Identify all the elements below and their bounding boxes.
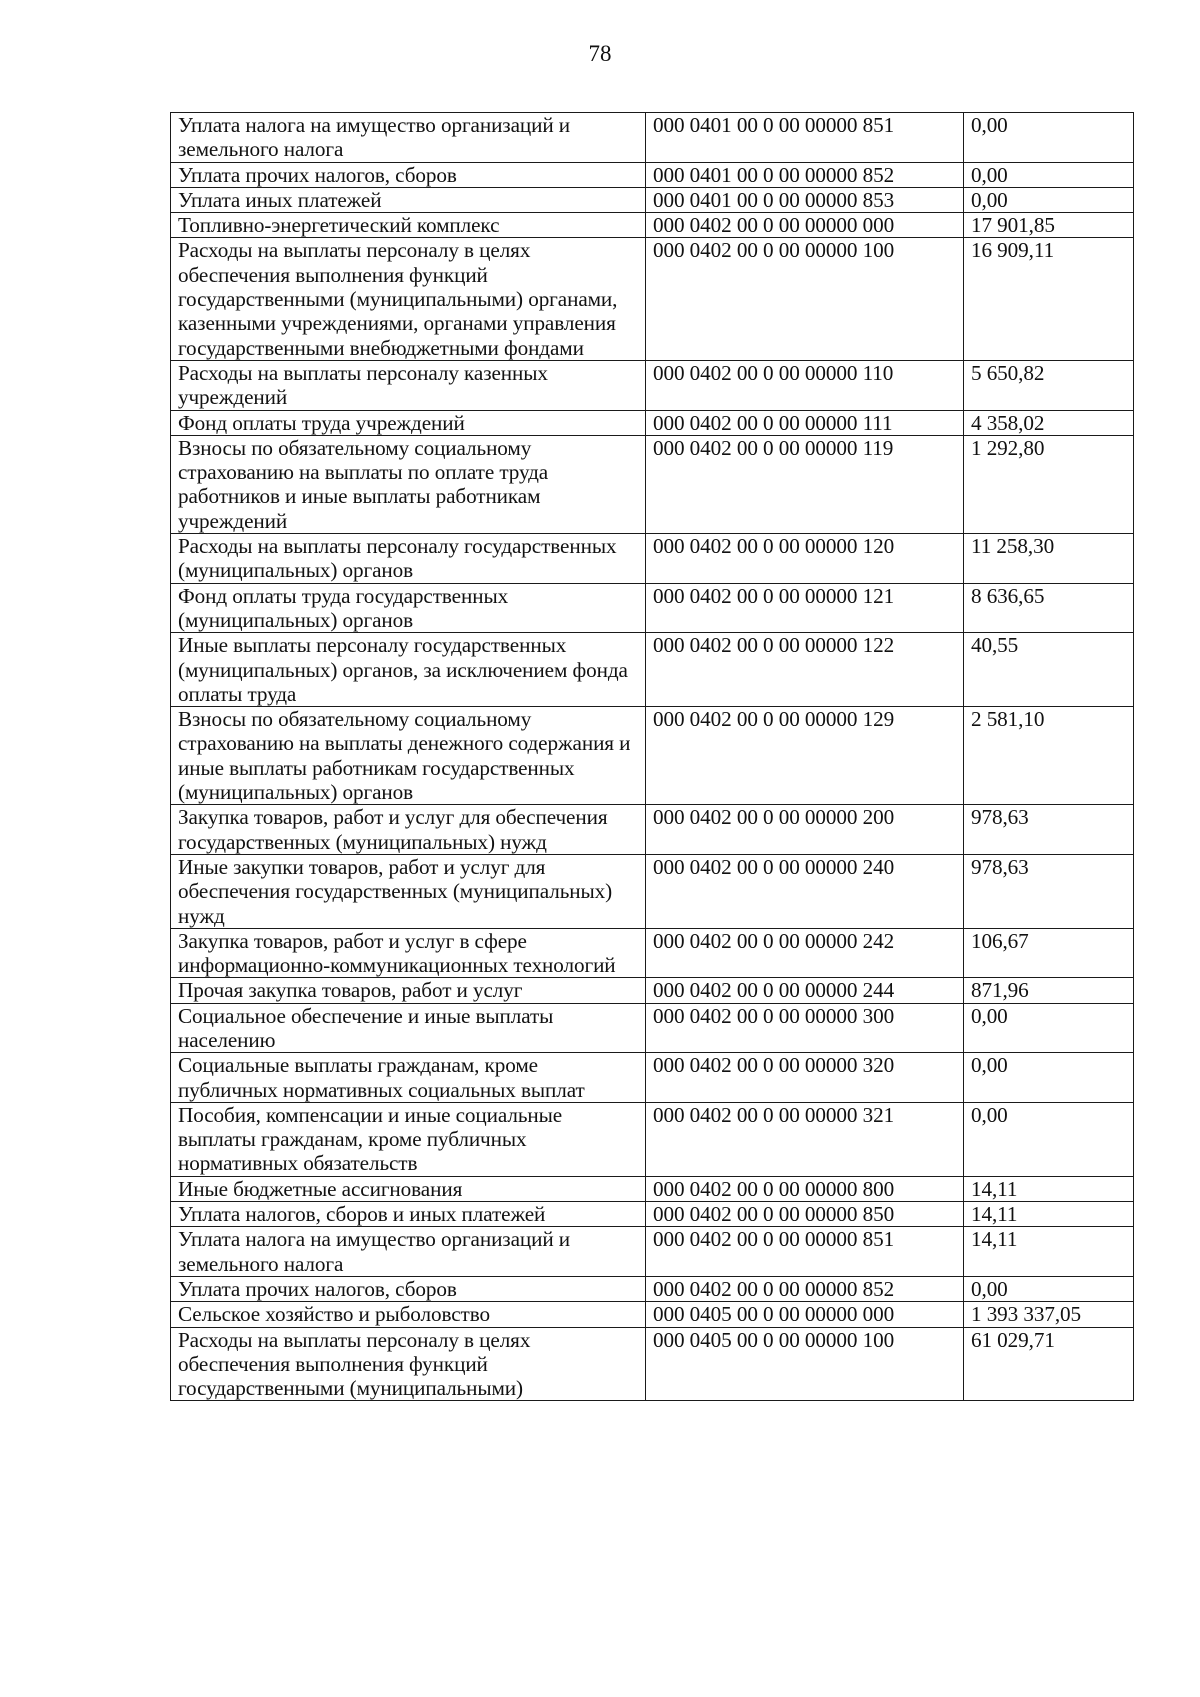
row-code-cell: 000 0402 00 0 00 00000 850 <box>646 1202 964 1227</box>
row-name-cell: Расходы на выплаты персоналу в целях обеспечения выполнения функций государственными (муниципальными) органами, казенными учреждениями, органами управления государственными внебюджетными фондами <box>171 238 646 360</box>
row-name-cell: Расходы на выплаты персоналу казенных учреждений <box>171 360 646 410</box>
row-code-cell: 000 0401 00 0 00 00000 851 <box>646 113 964 163</box>
row-code-cell: 000 0402 00 0 00 00000 800 <box>646 1176 964 1201</box>
table-row <box>171 1003 1134 1053</box>
table-row <box>171 1276 1134 1301</box>
table-row <box>171 1227 1134 1277</box>
table-row <box>171 113 1134 163</box>
row-amount-cell: 40,55 <box>964 633 1134 707</box>
table-row <box>171 1053 1134 1103</box>
row-amount-cell: 106,67 <box>964 928 1134 978</box>
row-code-cell: 000 0401 00 0 00 00000 852 <box>646 162 964 187</box>
row-amount-cell: 978,63 <box>964 854 1134 928</box>
row-amount-cell: 0,00 <box>964 1276 1134 1301</box>
table-row <box>171 435 1134 533</box>
row-amount-cell: 14,11 <box>964 1176 1134 1201</box>
row-name-cell: Сельское хозяйство и рыболовство <box>171 1302 646 1327</box>
table-row <box>171 707 1134 805</box>
row-amount-cell: 14,11 <box>964 1202 1134 1227</box>
row-amount-cell: 61 029,71 <box>964 1327 1134 1401</box>
row-code-cell: 000 0402 00 0 00 00000 121 <box>646 583 964 633</box>
table-row <box>171 805 1134 855</box>
row-code-cell: 000 0402 00 0 00 00000 242 <box>646 928 964 978</box>
table-row <box>171 583 1134 633</box>
row-amount-cell: 0,00 <box>964 1053 1134 1103</box>
row-name-cell: Пособия, компенсации и иные социальные выплаты гражданам, кроме публичных нормативных обязательств <box>171 1102 646 1176</box>
row-name-cell: Закупка товаров, работ и услуг для обеспечения государственных (муниципальных) нужд <box>171 805 646 855</box>
row-name-cell: Взносы по обязательному социальному страхованию на выплаты по оплате труда работников и иные выплаты работникам учреждений <box>171 435 646 533</box>
row-amount-cell: 871,96 <box>964 978 1134 1003</box>
row-code-cell: 000 0402 00 0 00 00000 110 <box>646 360 964 410</box>
row-amount-cell: 5 650,82 <box>964 360 1134 410</box>
table-row <box>171 1302 1134 1327</box>
row-code-cell: 000 0402 00 0 00 00000 111 <box>646 410 964 435</box>
table-row <box>171 633 1134 707</box>
row-name-cell: Уплата налога на имущество организаций и земельного налога <box>171 1227 646 1277</box>
row-amount-cell: 978,63 <box>964 805 1134 855</box>
row-code-cell: 000 0402 00 0 00 00000 240 <box>646 854 964 928</box>
row-amount-cell: 0,00 <box>964 187 1134 212</box>
row-name-cell: Закупка товаров, работ и услуг в сфере информационно-коммуникационных технологий <box>171 928 646 978</box>
row-code-cell: 000 0402 00 0 00 00000 129 <box>646 707 964 805</box>
table-row <box>171 534 1134 584</box>
table-row <box>171 162 1134 187</box>
row-amount-cell: 1 393 337,05 <box>964 1302 1134 1327</box>
row-amount-cell: 17 901,85 <box>964 213 1134 238</box>
row-name-cell: Уплата прочих налогов, сборов <box>171 1276 646 1301</box>
row-name-cell: Прочая закупка товаров, работ и услуг <box>171 978 646 1003</box>
table-row <box>171 1102 1134 1176</box>
row-name-cell: Уплата иных платежей <box>171 187 646 212</box>
row-code-cell: 000 0402 00 0 00 00000 000 <box>646 213 964 238</box>
table-body <box>171 113 1134 1401</box>
row-name-cell: Уплата прочих налогов, сборов <box>171 162 646 187</box>
row-amount-cell: 11 258,30 <box>964 534 1134 584</box>
table-row <box>171 854 1134 928</box>
row-code-cell: 000 0402 00 0 00 00000 244 <box>646 978 964 1003</box>
row-amount-cell: 4 358,02 <box>964 410 1134 435</box>
row-code-cell: 000 0402 00 0 00 00000 320 <box>646 1053 964 1103</box>
row-name-cell: Иные бюджетные ассигнования <box>171 1176 646 1201</box>
row-name-cell: Уплата налога на имущество организаций и земельного налога <box>171 113 646 163</box>
row-code-cell: 000 0402 00 0 00 00000 200 <box>646 805 964 855</box>
table-row <box>171 1202 1134 1227</box>
row-code-cell: 000 0402 00 0 00 00000 122 <box>646 633 964 707</box>
row-amount-cell: 0,00 <box>964 1102 1134 1176</box>
row-code-cell: 000 0402 00 0 00 00000 100 <box>646 238 964 360</box>
row-name-cell: Иные выплаты персоналу государственных (муниципальных) органов, за исключением фонда оплаты труда <box>171 633 646 707</box>
row-name-cell: Взносы по обязательному социальному страхованию на выплаты денежного содержания и иные выплаты работникам государственных (муниципальных) органов <box>171 707 646 805</box>
row-code-cell: 000 0402 00 0 00 00000 120 <box>646 534 964 584</box>
table-row <box>171 1327 1134 1401</box>
row-amount-cell: 0,00 <box>964 1003 1134 1053</box>
row-name-cell: Расходы на выплаты персоналу в целях обеспечения выполнения функций государственными (муниципальными) <box>171 1327 646 1401</box>
table-row <box>171 410 1134 435</box>
budget-table <box>170 112 1134 1401</box>
row-amount-cell: 1 292,80 <box>964 435 1134 533</box>
row-code-cell: 000 0402 00 0 00 00000 300 <box>646 1003 964 1053</box>
row-amount-cell: 16 909,11 <box>964 238 1134 360</box>
row-name-cell: Расходы на выплаты персоналу государственных (муниципальных) органов <box>171 534 646 584</box>
row-code-cell: 000 0402 00 0 00 00000 851 <box>646 1227 964 1277</box>
row-name-cell: Уплата налогов, сборов и иных платежей <box>171 1202 646 1227</box>
row-code-cell: 000 0405 00 0 00 00000 000 <box>646 1302 964 1327</box>
row-name-cell: Социальное обеспечение и иные выплаты населению <box>171 1003 646 1053</box>
row-code-cell: 000 0402 00 0 00 00000 321 <box>646 1102 964 1176</box>
row-name-cell: Социальные выплаты гражданам, кроме публичных нормативных социальных выплат <box>171 1053 646 1103</box>
table-row <box>171 978 1134 1003</box>
table-row <box>171 187 1134 212</box>
row-code-cell: 000 0402 00 0 00 00000 852 <box>646 1276 964 1301</box>
row-name-cell: Фонд оплаты труда учреждений <box>171 410 646 435</box>
table-row <box>171 1176 1134 1201</box>
row-code-cell: 000 0401 00 0 00 00000 853 <box>646 187 964 212</box>
row-amount-cell: 2 581,10 <box>964 707 1134 805</box>
row-name-cell: Топливно-энергетический комплекс <box>171 213 646 238</box>
table-row <box>171 213 1134 238</box>
table-row <box>171 238 1134 360</box>
page-number: 78 <box>588 41 612 66</box>
row-amount-cell: 0,00 <box>964 162 1134 187</box>
row-amount-cell: 0,00 <box>964 113 1134 163</box>
row-name-cell: Фонд оплаты труда государственных (муниципальных) органов <box>171 583 646 633</box>
row-code-cell: 000 0402 00 0 00 00000 119 <box>646 435 964 533</box>
row-name-cell: Иные закупки товаров, работ и услуг для обеспечения государственных (муниципальных) нужд <box>171 854 646 928</box>
table-row <box>171 360 1134 410</box>
row-amount-cell: 14,11 <box>964 1227 1134 1277</box>
row-code-cell: 000 0405 00 0 00 00000 100 <box>646 1327 964 1401</box>
row-amount-cell: 8 636,65 <box>964 583 1134 633</box>
table-row <box>171 928 1134 978</box>
